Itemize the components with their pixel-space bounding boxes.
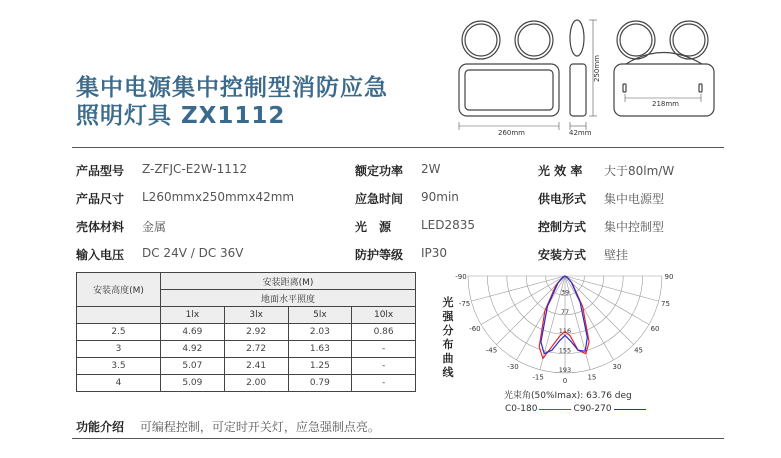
polar-angle-label: 30 (612, 363, 622, 372)
spec-model: 产品型号 Z-ZFJC-E2W-1112 (76, 162, 248, 178)
legend-c90-270-label: C90-270 (573, 404, 612, 414)
polar-angle-label: 90 (664, 273, 674, 281)
lux-header: 10lx (352, 307, 416, 324)
beam-angle-caption: 光束角(50%Imax): 63.76 deg (504, 391, 632, 401)
side-lamp (570, 20, 584, 56)
legend-c90-270-line (614, 409, 646, 410)
table-row: 4 5.09 2.00 0.79 - (77, 375, 416, 392)
polar-grid-spoke (481, 276, 565, 325)
spec-mounting: 安装方式 壁挂 (538, 248, 629, 262)
spec-size: 产品尺寸 L260mmx250mmx42mm (76, 190, 295, 206)
front-housing (459, 64, 559, 116)
height-dimension: 250mm (593, 55, 601, 82)
installation-distance-table (76, 272, 416, 392)
polar-radial-label: 39 (560, 288, 570, 297)
table-row: 3.5 5.07 2.41 1.25 - (77, 358, 416, 375)
legend-c0-180-label: C0-180 (505, 404, 538, 414)
chart-legend (505, 404, 648, 414)
polar-angle-label: 75 (660, 299, 670, 308)
spec-power: 额定功率 2W (355, 162, 441, 178)
width-dimension: 260mm (498, 129, 525, 137)
product-title (76, 74, 388, 130)
spec-efficacy: 光 效 率 大于80lm/W (538, 164, 675, 178)
spec-light-source: 光 源 LED2835 (355, 218, 476, 234)
side-housing (570, 64, 586, 116)
title-line-1: 集中电源集中控制型消防应急 (76, 75, 388, 101)
polar-radial-label: 155 (558, 346, 572, 355)
title-line-2: 照明灯具 ZX1112 (76, 103, 286, 129)
function-label: 功能介绍 (76, 420, 125, 434)
front-lamp-left (462, 21, 500, 59)
lux-header: 3lx (224, 307, 288, 324)
lux-header: 5lx (288, 307, 352, 324)
polar-angle-label: 60 (650, 325, 660, 333)
polar-radial-label: 116 (558, 327, 572, 336)
polar-angle-label: 0 (562, 377, 568, 385)
table-sub-header: 地面水平照度 (161, 290, 416, 307)
polar-grid-spoke (496, 276, 565, 345)
table-row: 2.5 4.69 2.92 2.03 0.86 (77, 324, 416, 341)
function-description (76, 418, 380, 435)
table-height-header: 安装高度(M) (77, 273, 161, 307)
spec-control: 控制方式 集中控制型 (538, 220, 665, 234)
depth-dimension: 42mm (569, 129, 592, 137)
polar-radial-label: 77 (560, 307, 570, 316)
polar-grid-spoke (565, 276, 634, 345)
polar-angle-label: -60 (469, 325, 481, 333)
legend-c0-180-line (539, 409, 571, 410)
spec-voltage: 输入电压 DC 24V / DC 36V (76, 246, 244, 262)
spacing-dimension: 218mm (652, 100, 679, 108)
polar-angle-label: -15 (532, 373, 544, 382)
spec-emergency-time: 应急时间 90min (355, 190, 459, 206)
bottom-rule (72, 438, 724, 439)
spec-material: 壳体材料 金属 (76, 220, 167, 234)
polar-distribution-chart (457, 270, 673, 386)
polar-angle-label: -90 (455, 273, 467, 281)
spec-supply: 供电形式 集中电源型 (538, 192, 665, 206)
spec-protection: 防护等级 IP30 (355, 246, 448, 262)
front-lamp-right (515, 21, 553, 59)
polar-angle-label: -30 (507, 363, 519, 372)
polar-angle-label: -75 (458, 299, 471, 308)
product-dimension-drawing (456, 16, 726, 136)
polar-angle-label: 45 (634, 346, 644, 355)
top-rule (72, 147, 724, 148)
polar-grid-spoke (517, 276, 566, 360)
polar-radial-label: 193 (558, 366, 572, 374)
table-row: 3 4.92 2.72 1.63 - (77, 341, 416, 358)
polar-angle-label: -45 (485, 346, 498, 355)
function-value: 可编程控制，可定时开关灯，应急强制点亮。 (139, 420, 380, 434)
back-lamp-left (617, 21, 655, 59)
polar-grid-spoke (565, 276, 614, 360)
polar-chart-label: 光强分布曲线 (442, 296, 454, 379)
polar-angle-label: 15 (587, 373, 597, 382)
polar-grid-spoke (565, 276, 649, 325)
lux-header: 1lx (161, 307, 225, 324)
table-group-header: 安装距离(M) (161, 273, 416, 290)
